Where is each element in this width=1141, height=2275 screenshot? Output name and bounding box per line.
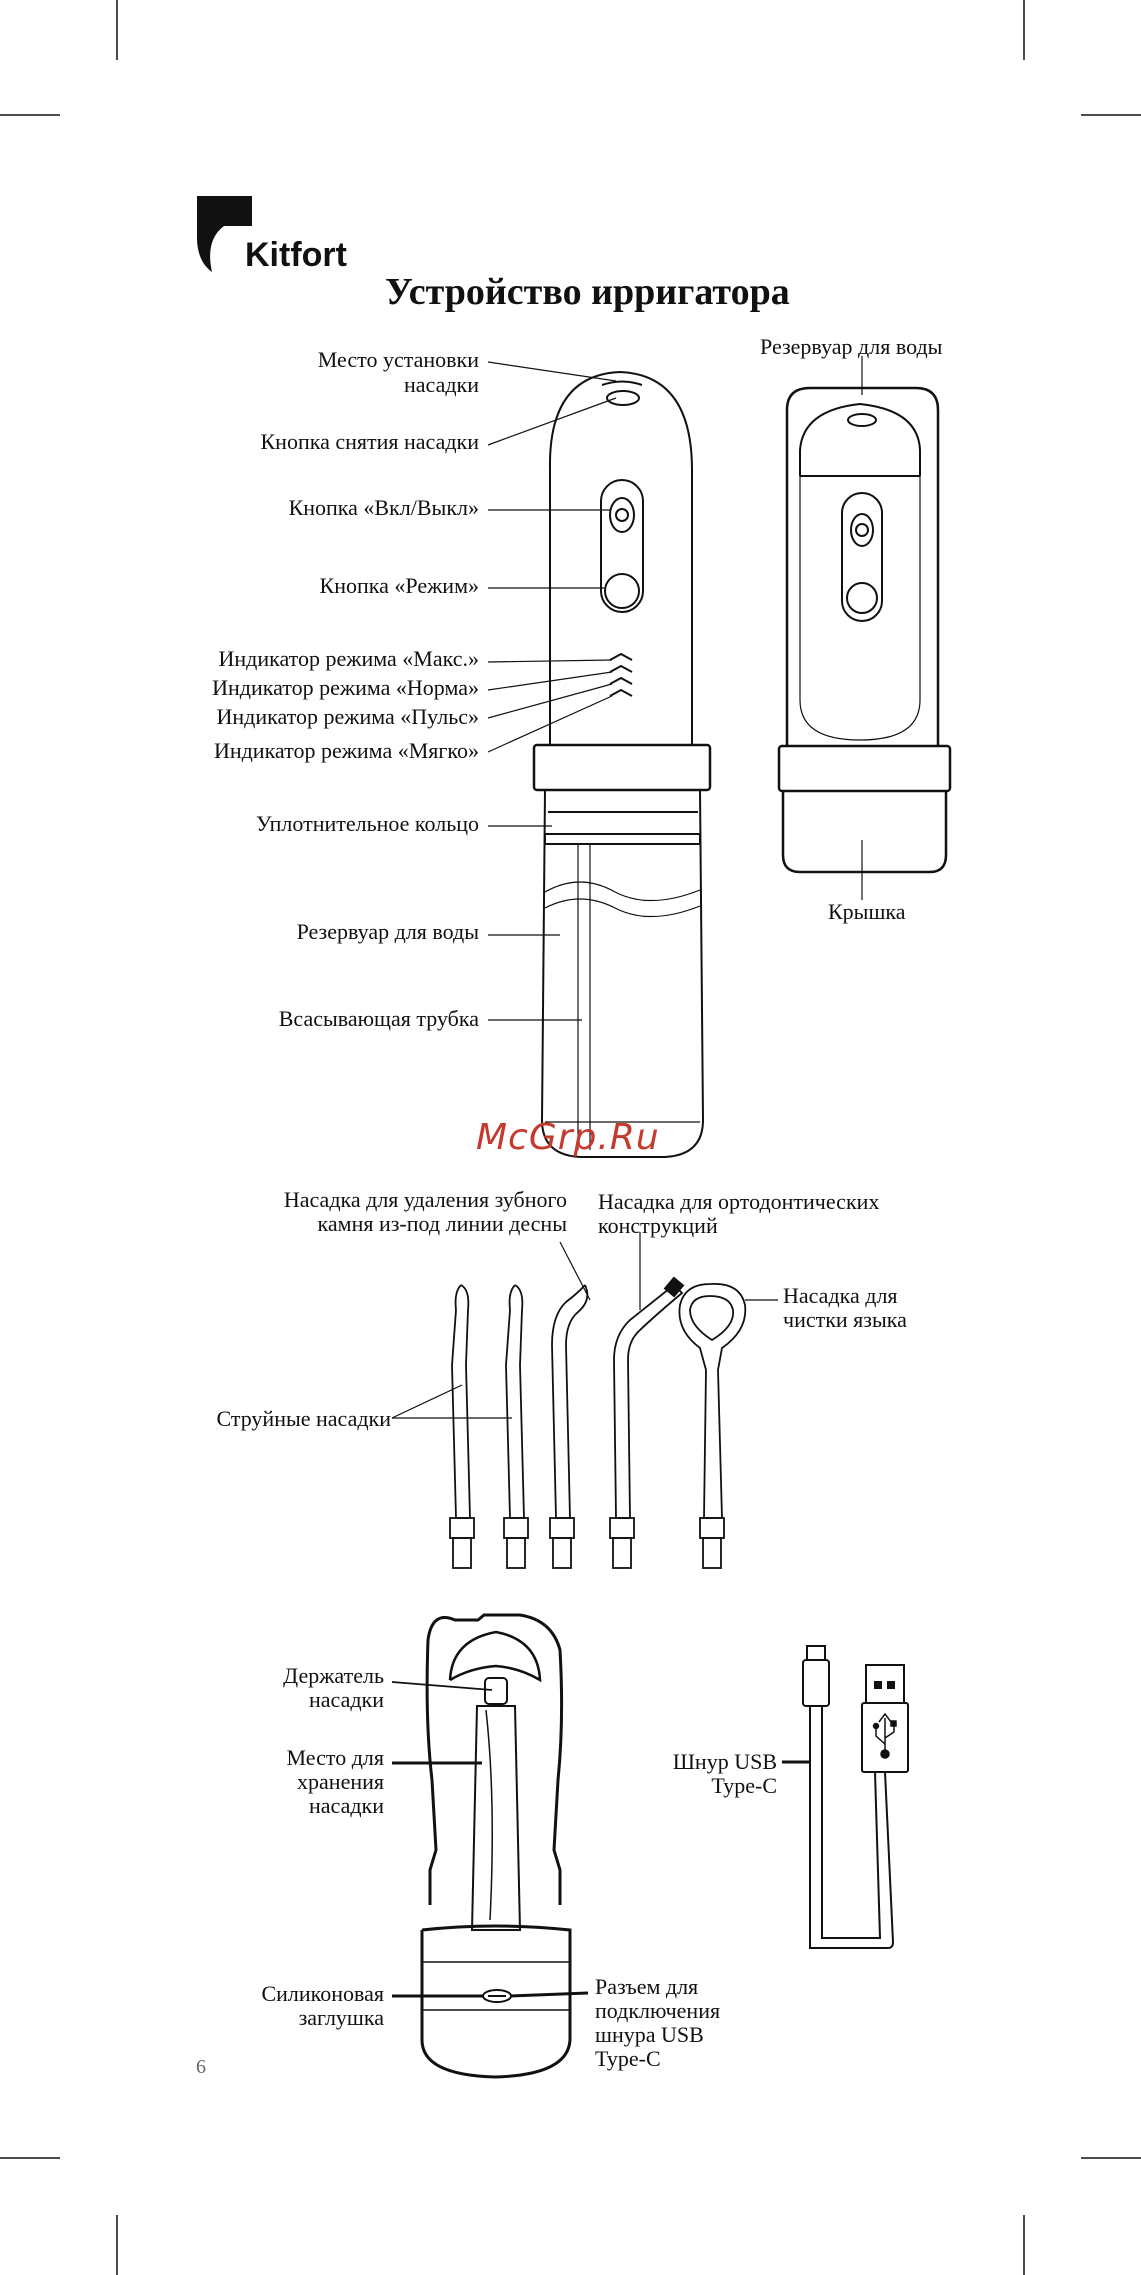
label-port-2: подключения bbox=[595, 1998, 721, 2023]
label-tartar-nozzle-1: Насадка для удаления зубного bbox=[283, 1187, 567, 1212]
label-indicator-pulse: Индикатор режима «Пульс» bbox=[216, 704, 479, 729]
label-indicator-soft: Индикатор режима «Мягко» bbox=[213, 738, 479, 763]
kitfort-logo-icon bbox=[197, 196, 252, 272]
watermark: McGrp.Ru bbox=[476, 1117, 660, 1158]
label-port-1: Разъем для bbox=[595, 1974, 699, 1999]
label-cap: Крышка bbox=[828, 899, 906, 924]
page-title: Устройство ирригатора bbox=[385, 271, 790, 313]
brand-name: Kitfort bbox=[245, 236, 347, 274]
usb-cable bbox=[803, 1646, 908, 1948]
label-nozzle-mount-2: насадки bbox=[404, 372, 479, 397]
leader-lines-nozzles bbox=[392, 1232, 778, 1418]
label-storage-2: хранения bbox=[297, 1769, 384, 1794]
page-number: 6 bbox=[196, 2056, 206, 2078]
label-holder-1: Держатель bbox=[283, 1663, 384, 1688]
label-plug-2: заглушка bbox=[298, 2005, 384, 2030]
label-storage-3: насадки bbox=[309, 1793, 384, 1818]
label-ortho-nozzle-2: конструкций bbox=[598, 1213, 718, 1238]
label-storage-1: Место для bbox=[286, 1745, 384, 1770]
nozzles bbox=[450, 1278, 745, 1568]
label-tongue-nozzle-1: Насадка для bbox=[783, 1283, 898, 1308]
irrigator-back bbox=[779, 388, 950, 872]
label-ortho-nozzle-1: Насадка для ортодонтических bbox=[598, 1189, 880, 1214]
label-cable-2: Type-C bbox=[711, 1773, 777, 1798]
label-holder-2: насадки bbox=[309, 1687, 384, 1712]
label-indicator-max: Индикатор режима «Макс.» bbox=[218, 646, 479, 671]
label-plug-1: Силиконовая bbox=[261, 1981, 384, 2006]
label-nozzle-mount-1: Место установки bbox=[317, 347, 479, 372]
label-nozzle-release: Кнопка снятия насадки bbox=[260, 429, 479, 454]
label-water-tank-left: Резервуар для воды bbox=[296, 919, 479, 944]
label-cable-1: Шнур USB bbox=[672, 1749, 777, 1774]
label-mode-button: Кнопка «Режим» bbox=[319, 573, 479, 598]
storage-stand bbox=[422, 1615, 570, 2077]
label-port-3: шнура USB bbox=[595, 2022, 704, 2047]
usb-symbol-icon bbox=[874, 1714, 897, 1758]
label-jet-nozzles: Струйные насадки bbox=[216, 1406, 391, 1431]
label-port-4: Type-C bbox=[595, 2046, 661, 2071]
label-water-tank-right: Резервуар для воды bbox=[760, 334, 943, 359]
label-tongue-nozzle-2: чистки языка bbox=[783, 1307, 907, 1332]
label-tartar-nozzle-2: камня из-под линии десны bbox=[317, 1211, 567, 1236]
label-seal-ring: Уплотнительное кольцо bbox=[255, 811, 479, 836]
label-suction-tube: Всасывающая трубка bbox=[278, 1006, 479, 1031]
label-power-button: Кнопка «Вкл/Выкл» bbox=[288, 495, 479, 520]
label-indicator-norm: Индикатор режима «Норма» bbox=[212, 675, 479, 700]
irrigator-front bbox=[534, 372, 710, 1157]
